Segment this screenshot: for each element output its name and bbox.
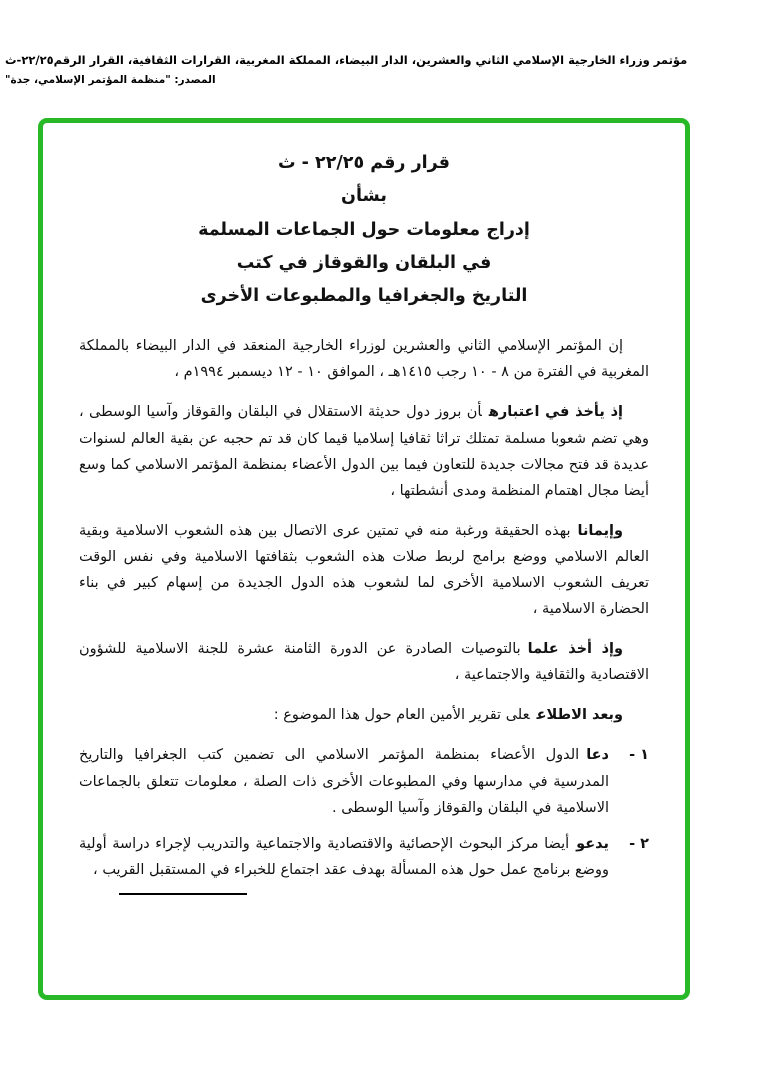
item-text: أيضا مركز البحوث الإحصائية والاقتصادية والاجتماعية والتدريب لإجراء دراسة أولية ووضع برنامج عمل حول هذه المسألة بهدف عقد اجتماع للخبراء في المستقبل القريب ، bbox=[79, 835, 609, 878]
paragraph-text: أن بروز دول حديثة الاستقلال في البلقان والقوقاز وآسيا الوسطى ، وهي تضم شعوبا مسلمة تمتلك تراثا ثقافيا إسلاميا قيما كان قد تم حجبه عن بقية العالم لسنوات عديدة قد فتح مجالات جديدة للتعاون فيما بين الدول الأعضاء بمنظمة المؤتمر الاسلامي كما وسع أيضا مجال اهتمام المنظمة ومدى أنشطتها ، bbox=[79, 404, 649, 499]
end-divider-line bbox=[119, 893, 247, 895]
title-regarding: بشأن bbox=[341, 186, 387, 207]
paragraph-text: بالتوصيات الصادرة عن الدورة الثامنة عشرة للجنة الاسلامية للشؤون الاقتصادية والثقافية والاجتماعية ، bbox=[79, 641, 649, 684]
paragraph-lead: إذ يأخذ في اعتباره bbox=[488, 404, 624, 421]
list-item-2 bbox=[79, 831, 649, 883]
paragraph-preamble bbox=[79, 333, 649, 385]
paragraph-lead: وإذ أخذ علما bbox=[527, 641, 623, 658]
title-subject-line-1: إدراج معلومات حول الجماعات المسلمة bbox=[198, 219, 530, 240]
item-lead: دعا bbox=[586, 747, 609, 764]
document-frame bbox=[38, 118, 690, 1000]
title-resolution-number: قرار رقم ٢٢/٢٥ - ث bbox=[277, 153, 451, 173]
source-header bbox=[5, 50, 753, 90]
item-lead: يدعو bbox=[576, 835, 609, 852]
item-number: ٢ - bbox=[629, 835, 649, 852]
paragraph-text: على تقرير الأمين العام حول هذا الموضوع : bbox=[273, 707, 530, 724]
document-title-block bbox=[79, 147, 649, 313]
source-line-2: المصدر: "منظمة المؤتمر الإسلامي، جدة" bbox=[5, 73, 216, 86]
title-subject-line-3: التاريخ والجغرافيا والمطبوعات الأخرى bbox=[200, 286, 528, 306]
paragraph-text: بهذه الحقيقة ورغبة منه في تمتين عرى الاتصال بين هذه الشعوب الاسلامية وبقية العالم الاسلامي ووضع برامج لربط صلات هذه الشعوب بثقافتها الاسلامية وفي نفس الوقت تعريف الشعوب الاسلامية الأخرى لما لشعوب هذه الدول الجديدة من إسهام كبير في بناء الحضارة الاسلامية ، bbox=[79, 522, 649, 618]
paragraph-believing bbox=[79, 518, 649, 622]
paragraph-having-reviewed bbox=[79, 702, 649, 728]
item-text-block bbox=[79, 831, 609, 883]
title-subject-line-2: في البلقان والقوقاز في كتب bbox=[236, 252, 492, 273]
list-item-1 bbox=[79, 742, 649, 820]
item-number: ١ - bbox=[629, 747, 649, 764]
paragraph-considering bbox=[79, 399, 649, 503]
paragraph-lead: وإيمانا bbox=[577, 522, 623, 539]
item-text-block bbox=[79, 742, 609, 820]
item-text: الدول الأعضاء بمنظمة المؤتمر الاسلامي الى تضمين كتب الجغرافيا والتاريخ المدرسية في مدارسها وفي المطبوعات الأخرى ذات الصلة ، معلومات تتعلق بالجماعات الاسلامية في البلقان والقوقاز وآسيا الوسطى . bbox=[79, 747, 609, 816]
paragraph-lead: وبعد الاطلاع bbox=[536, 707, 623, 724]
paragraph-text: إن المؤتمر الإسلامي الثاني والعشرين لوزراء الخارجية المنعقد في الدار البيضاء بالمملكة المغربية في الفترة من ٨ - ١٠ رجب ١٤١٥هـ ، الموافق ١٠ - ١٢ ديسمبر ١٩٩٤م ، bbox=[79, 338, 649, 381]
paragraph-taking-note bbox=[79, 636, 649, 688]
source-line-1: مؤتمر وزراء الخارجية الإسلامي الثاني والعشرين، الدار البيضاء، المملكة المغربية، القرارات الثقافية، القرار الرقم٢٢/٢٥-ث bbox=[5, 53, 688, 67]
resolution-items bbox=[79, 742, 649, 882]
